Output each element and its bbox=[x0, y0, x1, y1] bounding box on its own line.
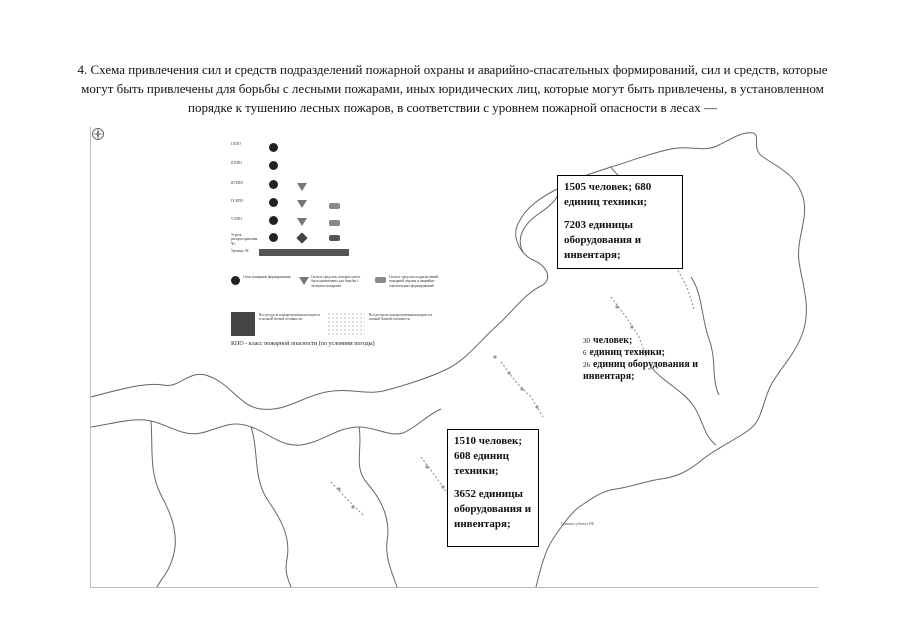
legend-attracted-icon bbox=[299, 277, 309, 285]
box-north-equipment: 7203 единицы оборудования и инвентаря; bbox=[564, 219, 642, 261]
legend-other-label: Силы и средства подразделений пожарной охраны и аварийно-спасательных формирований bbox=[389, 275, 439, 288]
mid-staff-label: человек; bbox=[593, 335, 633, 346]
box-south-staff: 1510 человек; 608 единиц техники; bbox=[454, 435, 523, 477]
legend-class-threat: Угроза распространения ЧС bbox=[231, 233, 258, 246]
legend-class-4: IV КПО bbox=[231, 199, 244, 203]
legend-dot-icon bbox=[269, 216, 278, 225]
legend-triangle-icon bbox=[297, 218, 307, 226]
box-north-staff: 1505 человек; 680 единиц техники; bbox=[564, 181, 652, 208]
legend-bar-icon bbox=[329, 235, 340, 241]
legend-dot-icon bbox=[269, 180, 278, 189]
legend-full-swatch bbox=[231, 312, 255, 336]
legend-class-3: III КПО bbox=[231, 181, 244, 185]
map-note: Граница субъекта РФ bbox=[561, 522, 594, 526]
legend-forces-label: Свои пожарные формирования bbox=[243, 275, 291, 279]
legend-dot-icon bbox=[269, 233, 278, 242]
resources-box-north bbox=[557, 175, 683, 269]
legend-class-5: V КПО bbox=[231, 217, 243, 221]
box-south-equipment: 3652 единицы оборудования и инвентаря; bbox=[454, 488, 532, 530]
mid-vehicles-number: 6 bbox=[583, 349, 587, 357]
legend-bar-icon bbox=[329, 220, 340, 226]
mid-equipment-label: единиц оборудования и инвентаря; bbox=[583, 359, 698, 382]
legend-full-label: Все ресурсы пожаротушения находятся в полной боевой готовности bbox=[259, 313, 320, 322]
legend-other-icon bbox=[375, 277, 386, 283]
legend-attracted-label: Силы и средства, которые могут быть привлечены для борьбы с лесными пожарами bbox=[311, 275, 361, 288]
legend-partial-swatch bbox=[327, 312, 365, 336]
legend-class-2: II КПО bbox=[231, 161, 242, 165]
page-title: 4. Схема привлечения сил и средств подразделений пожарной охраны и аварийно-спасательных формирований, сил и средств, которые могут быть привлечены для борьбы с лесными пожарами, иных юридических лиц, которые могут быть привлечены, в установленном порядке к тушению лесных пожаров, в соответствии с уровнем пожарной опасности в лесах — bbox=[77, 62, 828, 115]
mid-staff-number: 30 bbox=[583, 337, 590, 345]
legend-bar-icon bbox=[329, 203, 340, 209]
resources-mid-block bbox=[583, 335, 703, 383]
legend-triangle-icon bbox=[297, 200, 307, 208]
mid-equipment-number: 26 bbox=[583, 361, 590, 369]
legend-forces-icon bbox=[231, 276, 240, 285]
map-area bbox=[90, 127, 818, 588]
legend-dot-icon bbox=[269, 198, 278, 207]
map-legend bbox=[231, 137, 471, 347]
mid-vehicles-label: единиц техники; bbox=[589, 347, 665, 358]
legend-level-bar bbox=[259, 249, 349, 256]
legend-dot-icon bbox=[269, 143, 278, 152]
legend-class-1: I КПО bbox=[231, 142, 241, 146]
legend-diamond-icon bbox=[296, 232, 307, 243]
resources-box-south bbox=[447, 429, 539, 547]
legend-triangle-icon bbox=[297, 183, 307, 191]
legend-class-level: Уровень ЧС bbox=[231, 249, 250, 253]
legend-dot-icon bbox=[269, 161, 278, 170]
legend-footer: КПО - класс пожарной опасности (по условиям погоды) bbox=[231, 341, 375, 347]
legend-partial-label: Все ресурсы пожаротушения находятся в полной боевой готовности bbox=[369, 313, 433, 322]
compass-rose-icon bbox=[91, 127, 105, 141]
